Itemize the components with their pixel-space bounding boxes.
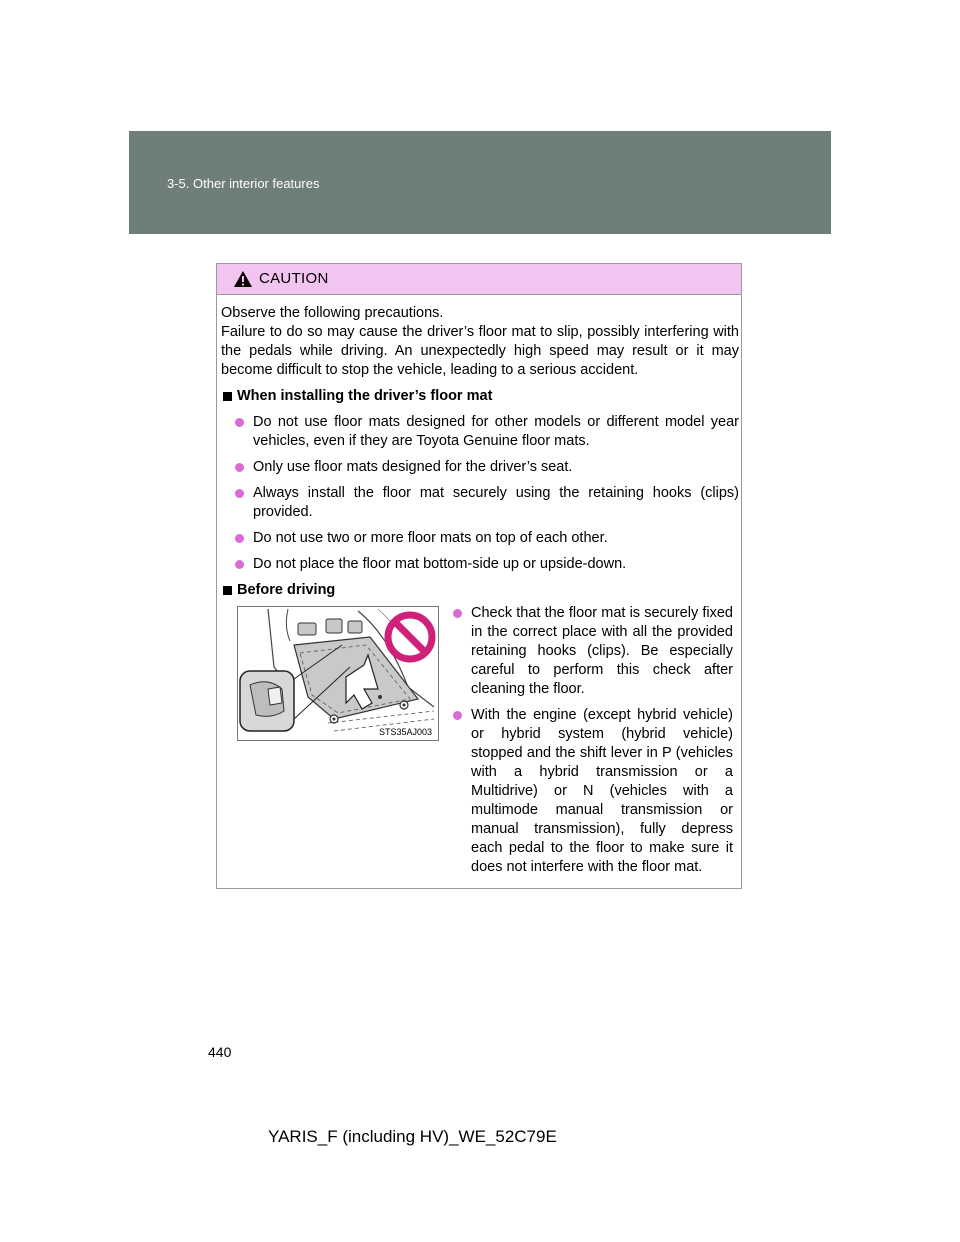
driving-bullets: [451, 604, 733, 884]
caution-intro-line: Observe the following precautions.: [221, 305, 444, 321]
page-number: 440: [208, 1044, 232, 1060]
list-item: Check that the floor mat is securely fixed in the correct place with all the provided retaining hooks (clips). Be especially careful to perform this check after cleaning the floor.: [451, 604, 733, 699]
round-bullet-icon: [235, 534, 244, 543]
caution-body: [221, 304, 739, 600]
round-bullet-icon: [235, 418, 244, 427]
installing-heading: [221, 387, 739, 406]
list-item: Do not place the floor mat bottom-side up or upside-down.: [233, 555, 739, 574]
driving-heading-text: Before driving: [237, 582, 336, 598]
warning-triangle-icon: [233, 270, 253, 288]
list-item: Always install the floor mat securely using the retaining hooks (clips) provided.: [233, 484, 739, 522]
list-item: Only use floor mats designed for the driver’s seat.: [233, 458, 739, 477]
caution-header: [217, 264, 741, 295]
driving-heading: [221, 581, 739, 600]
floor-mat-drawing: [238, 607, 438, 740]
round-bullet-icon: [453, 609, 462, 618]
list-item: Do not use floor mats designed for other models or different model year vehicles, even if they are Toyota Genuine floor mats.: [233, 413, 739, 451]
caution-title: CAUTION: [259, 270, 329, 287]
round-bullet-icon: [235, 463, 244, 472]
installing-heading-text: When installing the driver’s floor mat: [237, 388, 493, 404]
square-bullet-icon: [223, 392, 232, 401]
caution-box: [216, 263, 742, 889]
figure-code: STS35AJ003: [378, 727, 432, 737]
caution-intro-paragraph: Failure to do so may cause the driver’s floor mat to slip, possibly interfering with the pedals while driving. An unexpectedly high speed may result or it may become difficult to stop the vehicle, leading to a serious accident.: [221, 324, 739, 378]
section-header-band: [129, 131, 831, 234]
list-item: Do not use two or more floor mats on top of each other.: [233, 529, 739, 548]
square-bullet-icon: [223, 586, 232, 595]
document-footer: YARIS_F (including HV)_WE_52C79E: [268, 1127, 557, 1146]
section-title: 3-5. Other interior features: [167, 176, 320, 191]
round-bullet-icon: [235, 489, 244, 498]
round-bullet-icon: [453, 711, 462, 720]
list-item: With the engine (except hybrid vehicle) or hybrid system (hybrid vehicle) stopped and the shift lever in P (vehicles with a hybrid transmission or a Multidrive) or N (vehicles with a multimode manual transmission or manual transmission), fully depress each pedal to the floor to make sure it does not interfere with the floor mat.: [451, 706, 733, 877]
floor-mat-illustration: [237, 606, 439, 741]
round-bullet-icon: [235, 560, 244, 569]
